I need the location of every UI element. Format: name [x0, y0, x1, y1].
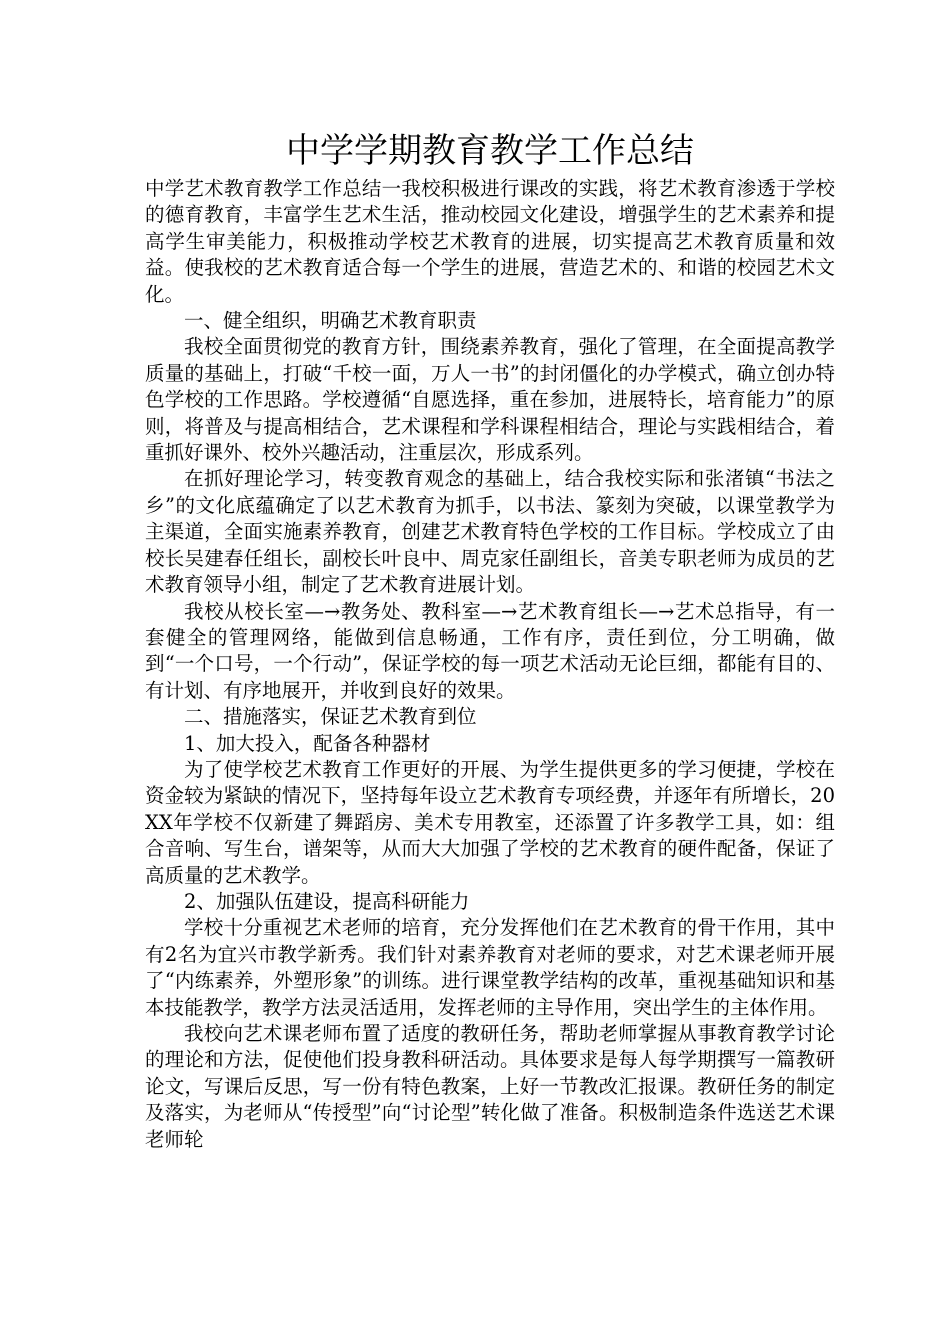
paragraph: 为了使学校艺术教育工作更好的开展、为学生提供更多的学习便捷，学校在资金较为紧缺的情况下，坚持每年设立艺术教育专项经费，并逐年有所增长，20XX年学校不仅新建了舞蹈房、美术专用教室，还添置了许多教学工具，如：组合音响、写生台，谱架等，从而大大加强了学校的艺术教育的硬件配备，保证了高质量的艺术教学。	[145, 757, 835, 887]
paragraph: 学校十分重视艺术老师的培育，充分发挥他们在艺术教育的骨干作用，其中有2名为宜兴市教学新秀。我们针对素养教育对老师的要求，对艺术课老师开展了“内练素养，外塑形象”的训练。进行课堂教学结构的改革，重视基础知识和基本技能教学，教学方法灵活适用，发挥老师的主导作用，突出学生的主体作用。	[145, 916, 835, 1019]
document-body	[145, 176, 835, 1153]
document-page	[145, 126, 835, 1153]
subsection-heading-2: 2、加强队伍建设，提高科研能力	[184, 889, 470, 913]
document-title: 中学学期教育教学工作总结	[286, 131, 694, 171]
paragraph: 我校全面贯彻党的教育方针，围绕素养教育，强化了管理，在全面提高教学质量的基础上，打破“千校一面，万人一书”的封闭僵化的办学模式，确立创办特色学校的工作思路。学校遵循“自愿选择，重在参加，进展特长，培育能力”的原则，将普及与提高相结合，艺术课程和学科课程相结合，理论与实践相结合，着重抓好课外、校外兴趣活动，注重层次，形成系列。	[145, 335, 835, 465]
section-heading-2: 二、措施落实，保证艺术教育到位	[184, 705, 477, 729]
paragraph-intro: 中学艺术教育教学工作总结一我校积极进行课改的实践，将艺术教育渗透于学校的德育教育，丰富学生艺术生活，推动校园文化建设，增强学生的艺术素养和提高学生审美能力，积极推动学校艺术教育的进展，切实提高艺术教育质量和效益。使我校的艺术教育适合每一个学生的进展，营造艺术的、和谐的校园艺术文化。	[145, 177, 835, 306]
subsection-heading-1: 1、加大投入，配备各种器材	[184, 731, 431, 755]
paragraph: 我校向艺术课老师布置了适度的教研任务，帮助老师掌握从事教育教学讨论的理论和方法，促使他们投身教科研活动。具体要求是每人每学期撰写一篇教研论文，写课后反思，写一份有特色教案，上好一节教改汇报课。教研任务的制定及落实，为老师从“传授型”向“讨论型”转化做了准备。积极制造条件选送艺术课老师轮	[145, 1022, 835, 1151]
section-heading-1: 一、健全组织，明确艺术教育职责	[184, 309, 477, 333]
paragraph: 在抓好理论学习，转变教育观念的基础上，结合我校实际和张渚镇“书法之乡”的文化底蕴确定了以艺术教育为抓手，以书法、篆刻为突破，以课堂教学为主渠道，全面实施素养教育，创建艺术教育特色学校的工作目标。学校成立了由校长吴建春任组长，副校长叶良中、周克家任副组长，音美专职老师为成员的艺术教育领导小组，制定了艺术教育进展计划。	[145, 467, 835, 597]
paragraph: 我校从校长室—→教务处、教科室—→艺术教育组长—→艺术总指导，有一套健全的管理网络，能做到信息畅通，工作有序，责任到位，分工明确，做到“一个口号，一个行动”，保证学校的每一项艺术活动无论巨细，都能有目的、有计划、有序地展开，并收到良好的效果。	[145, 599, 835, 702]
